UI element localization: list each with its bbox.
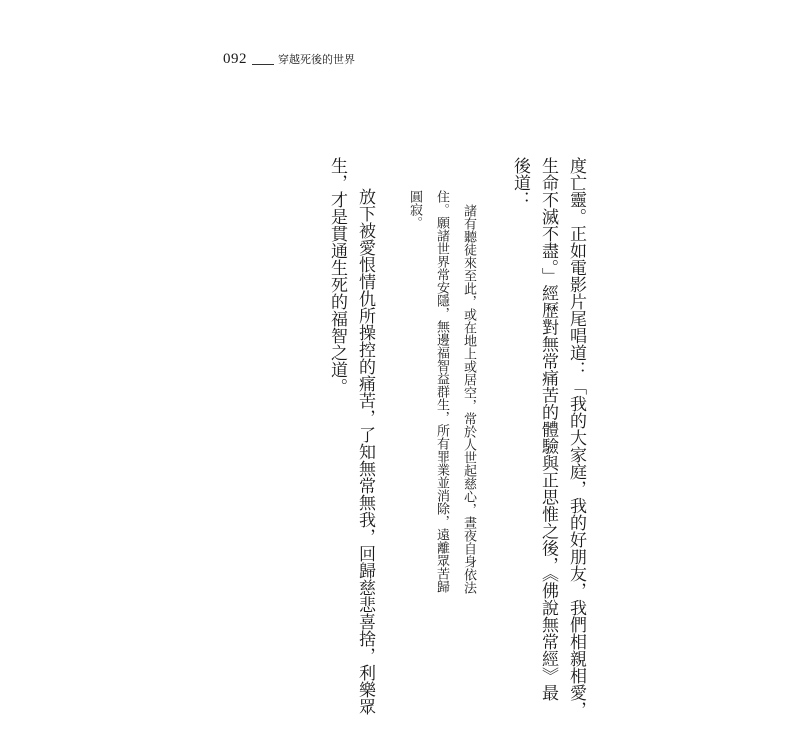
text-column: 放下被愛恨情仇所操控的痛苦，了知無常無我，回歸慈悲喜捨，利樂眾 <box>355 188 375 715</box>
header-rule <box>252 64 274 65</box>
page-header <box>223 50 355 68</box>
text-column: 後道： <box>510 157 530 208</box>
quote-column: 諸有聽徒來至此，或在地上或居空，常於人世起慈心，晝夜自身依法 <box>461 204 476 594</box>
text-column: 生命不滅不盡。」經歷對無常痛苦的體驗與正思惟之後，《佛說無常經》最 <box>538 157 558 701</box>
text-column: 度亡靈。正如電影片尾唱道：「我的大家庭，我的好朋友，我們相親相愛， <box>566 157 586 718</box>
page-number: 092 <box>223 51 247 67</box>
quote-column: 圓寂。 <box>407 190 422 229</box>
quote-column: 住。願諸世界常安隱，無邊福智益群生，所有罪業並消除，遠離眾苦歸 <box>434 190 449 593</box>
running-title: 穿越死後的世界 <box>278 53 355 66</box>
text-column: 生，才是貫通生死的福智之道。 <box>327 157 347 395</box>
